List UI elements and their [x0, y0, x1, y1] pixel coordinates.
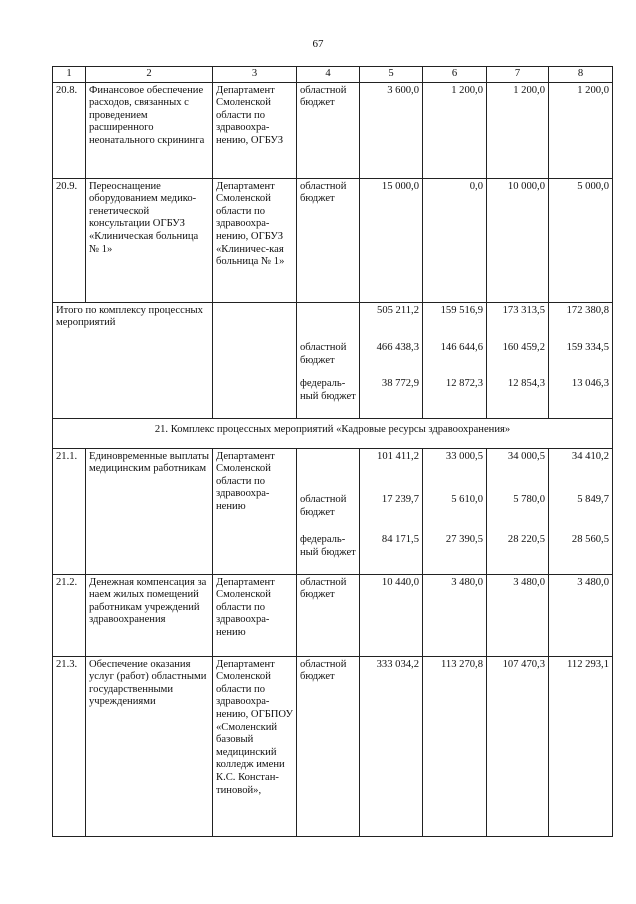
measure-name: Переоснащение оборудованием медико-генетической консультации ОГБУЗ «Клиническая больница № 1»: [86, 178, 213, 302]
row-number: 21.1.: [53, 448, 86, 574]
amount-year-2: 12 854,3: [487, 376, 549, 418]
table-row: [53, 574, 613, 656]
amount-year-2: 160 459,2: [487, 340, 549, 376]
executor: Департамент Смоленской области по здравоохра-нению, ОГБУЗ: [213, 82, 297, 178]
amount-year-3: 159 334,5: [549, 340, 613, 376]
funding-source: областной бюджет: [297, 574, 360, 656]
row-number: 21.2.: [53, 574, 86, 656]
funding-source: федераль-ный бюджет: [297, 532, 360, 574]
total-row: [53, 302, 613, 340]
amount-year-1: 146 644,6: [423, 340, 487, 376]
table-row: [53, 448, 613, 492]
amount-year-3: 5 849,7: [549, 492, 613, 532]
amount-year-3: 172 380,8: [549, 302, 613, 340]
amount-year-1: 113 270,8: [423, 656, 487, 836]
table-row: [53, 656, 613, 836]
column-header: 1: [53, 67, 86, 83]
executor-empty: [213, 302, 297, 418]
row-number: 21.3.: [53, 656, 86, 836]
amount-total: 17 239,7: [360, 492, 423, 532]
amount-year-2: 107 470,3: [487, 656, 549, 836]
amount-year-3: 3 480,0: [549, 574, 613, 656]
amount-year-2: 173 313,5: [487, 302, 549, 340]
funding-source: федераль-ный бюджет: [297, 376, 360, 418]
amount-year-3: 28 560,5: [549, 532, 613, 574]
amount-year-2: 3 480,0: [487, 574, 549, 656]
amount-year-2: 34 000,5: [487, 448, 549, 492]
budget-table: [52, 66, 613, 837]
amount-total: 10 440,0: [360, 574, 423, 656]
amount-year-3: 34 410,2: [549, 448, 613, 492]
funding-source: областной бюджет: [297, 82, 360, 178]
funding-source: областной бюджет: [297, 492, 360, 532]
amount-year-1: 159 516,9: [423, 302, 487, 340]
amount-total: 3 600,0: [360, 82, 423, 178]
amount-total: 15 000,0: [360, 178, 423, 302]
amount-year-1: 12 872,3: [423, 376, 487, 418]
table-row: [53, 178, 613, 302]
executor: Департамент Смоленской области по здравоохра-нению, ОГБУЗ «Клиничес-кая больница № 1»: [213, 178, 297, 302]
measure-name: Единовременные выплаты медицинским работникам: [86, 448, 213, 574]
row-number: 20.8.: [53, 82, 86, 178]
column-header: 2: [86, 67, 213, 83]
column-header: 3: [213, 67, 297, 83]
amount-total: 84 171,5: [360, 532, 423, 574]
amount-total: 101 411,2: [360, 448, 423, 492]
amount-year-1: 0,0: [423, 178, 487, 302]
column-header: 4: [297, 67, 360, 83]
section-title: 21. Комплекс процессных мероприятий «Кадровые ресурсы здравоохранения»: [53, 418, 613, 448]
executor: Департамент Смоленской области по здравоохра-нению, ОГБПОУ «Смоленский базовый медицинский колледж имени К.С. Констан-тиновой»,: [213, 656, 297, 836]
amount-year-3: 13 046,3: [549, 376, 613, 418]
amount-total: 38 772,9: [360, 376, 423, 418]
amount-year-1: 1 200,0: [423, 82, 487, 178]
executor: Департамент Смоленской области по здравоохра-нению: [213, 574, 297, 656]
amount-total: 333 034,2: [360, 656, 423, 836]
amount-year-2: 1 200,0: [487, 82, 549, 178]
amount-year-1: 3 480,0: [423, 574, 487, 656]
amount-year-3: 1 200,0: [549, 82, 613, 178]
amount-year-2: 28 220,5: [487, 532, 549, 574]
executor: Департамент Смоленской области по здравоохра-нению: [213, 448, 297, 574]
amount-total: 466 438,3: [360, 340, 423, 376]
amount-year-3: 112 293,1: [549, 656, 613, 836]
funding-source: [297, 448, 360, 492]
amount-year-3: 5 000,0: [549, 178, 613, 302]
funding-source: областной бюджет: [297, 656, 360, 836]
total-label: Итого по комплексу процессных мероприятий: [53, 302, 213, 418]
table-row: [53, 82, 613, 178]
column-header: 5: [360, 67, 423, 83]
amount-year-2: 5 780,0: [487, 492, 549, 532]
page-number: 67: [312, 38, 324, 50]
amount-year-1: 27 390,5: [423, 532, 487, 574]
column-header: 6: [423, 67, 487, 83]
column-header: 7: [487, 67, 549, 83]
funding-source: [297, 302, 360, 340]
funding-source: областной бюджет: [297, 340, 360, 376]
row-number: 20.9.: [53, 178, 86, 302]
section-row: [53, 418, 613, 448]
column-header-row: [53, 67, 613, 83]
amount-total: 505 211,2: [360, 302, 423, 340]
amount-year-1: 33 000,5: [423, 448, 487, 492]
amount-year-1: 5 610,0: [423, 492, 487, 532]
measure-name: Финансовое обеспечение расходов, связанных с проведением расширенного неонатального скрининга: [86, 82, 213, 178]
measure-name: Денежная компенсация за наем жилых помещений работникам учреждений здравоохранения: [86, 574, 213, 656]
funding-source: областной бюджет: [297, 178, 360, 302]
column-header: 8: [549, 67, 613, 83]
amount-year-2: 10 000,0: [487, 178, 549, 302]
measure-name: Обеспечение оказания услуг (работ) областными государственными учреждениями: [86, 656, 213, 836]
